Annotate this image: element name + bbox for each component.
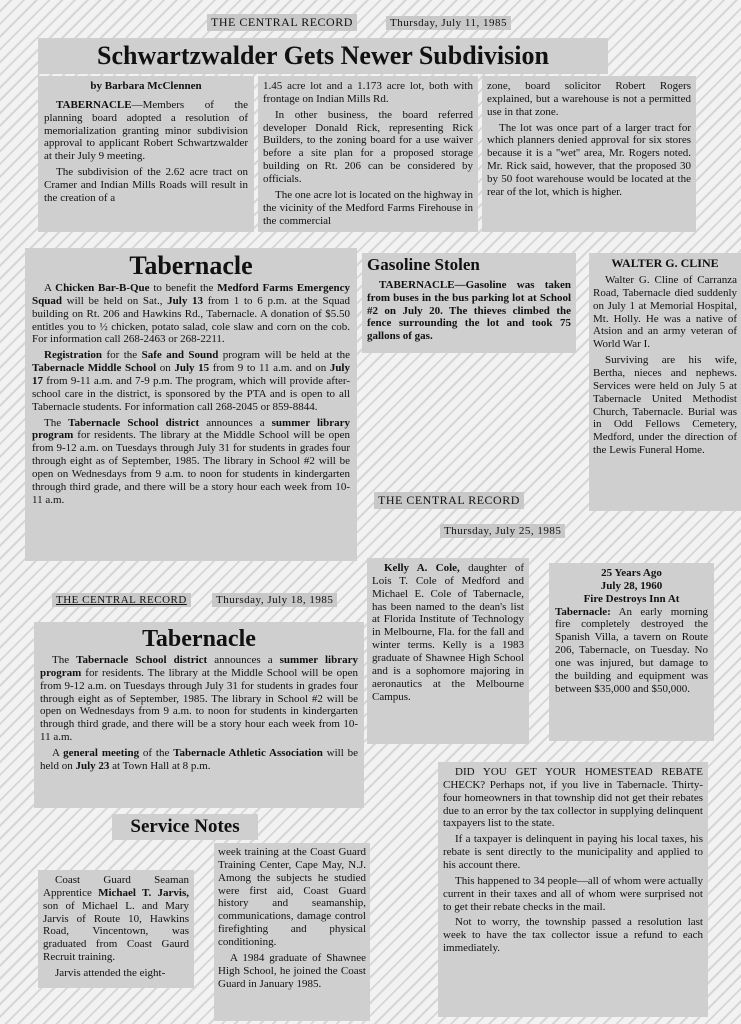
paragraph: A 1984 graduate of Shawnee High School, he joined the Coast Guard in January 1985. <box>218 951 366 990</box>
paragraph: Registration for the Safe and Sound program will be held at the Tabernacle Middle School on July 15 from 9 to 11 a.m. and on July 17 from 9-11 a.m. and 7-9 p.m. The program, which will provide after-school care in the district, is sponsored by the PTA and is open to all Tabernacle students. For information call 268-2045 or 859-8844. <box>32 349 351 413</box>
paragraph: The lot was once part of a larger tract for which planners denied approval for six stores because it is a ''wet'' area, Mr. Rogers noted. Mr. Rick said, however, that the proposed 30 by 50 foot warehouse would be located at the rear of the lot, which is higher. <box>487 121 691 198</box>
headline: Tabernacle <box>129 251 253 280</box>
paragraph: The subdivision of the 2.62 acre tract on Cramer and Indian Mills Roads will result in the creation of a <box>44 166 248 204</box>
paragraph: Not to worry, the township passed a resolution last week to have the tax collector issue a refund to each immediately. <box>443 916 703 955</box>
headline: Gasoline Stolen <box>367 255 480 274</box>
heading-date: July 28, 1960 <box>600 579 663 592</box>
service-notes-col1 <box>38 870 194 988</box>
masthead-2 <box>374 492 524 509</box>
headline: Service Notes <box>130 816 240 837</box>
paragraph: In other business, the board referred developer Donald Rick, representing Rick Builders, to the zoning board for a use waiver before a site plan for a proposed storage building on Rt. 206 can be considered by officials. <box>263 108 473 186</box>
paragraph: —Members of the planning board adopted a resolution of memorialization granting minor subdivision approval to applicant Robert Schwartzwalder at their July 9 meeting. <box>44 98 248 163</box>
masthead-3 <box>52 593 191 607</box>
heading-title: Fire Destroys Inn At <box>583 592 680 605</box>
masthead-date: Thursday, July 11, 1985 <box>390 17 508 29</box>
paragraph: week training at the Coast Guard Training Center, Cape May, N.J. Among the subjects he studied were first aid, Coast Guard history and seamanship, communications, damage control firefighting and physical conditioning. <box>218 846 366 949</box>
paragraph: Jarvis attended the eight- <box>55 967 166 980</box>
paragraph: zone, board solicitor Robert Rogers explained, but a warehouse is not a permitted use in that zone. <box>487 80 691 118</box>
tabernacle-clipping-1 <box>25 248 357 561</box>
masthead-date: Thursday, July 25, 1985 <box>444 525 562 537</box>
kelly-cole-clipping <box>367 558 529 744</box>
service-notes-heading <box>112 814 258 840</box>
masthead-paper: THE CENTRAL RECORD <box>378 493 520 507</box>
article-schwartzwalder-col3 <box>482 76 696 232</box>
headline: Schwartzwalder Gets Newer Subdivision <box>97 41 549 70</box>
masthead-paper: THE CENTRAL RECORD <box>56 594 187 606</box>
paragraph: The one acre lot is located on the highway in the vicinity of the Medford Farms Firehouse in the commercial <box>263 188 473 227</box>
heading-years-ago: 25 Years Ago <box>601 567 662 579</box>
article-schwartzwalder-col2 <box>258 76 478 232</box>
paragraph: Surviving are his wife, Bertha, nieces and nephews. Services were held on July 5 at Tabernacle United Methodist Church, Tabernacle. Burial was in Odd Fellows Cemetery, Medford, under the direction of the Lewis Funeral Home. <box>593 354 737 457</box>
masthead-1-date <box>386 16 511 30</box>
masthead-date: Thursday, July 18, 1985 <box>216 594 334 606</box>
masthead-2-date <box>440 524 565 538</box>
paragraph: DID YOU GET YOUR HOMESTEAD REBATE CHECK? Perhaps not, if you live in Tabernacle. Thirty-four homeowners in that township did not get their rebates due to an error by the tax collector in supplying delinquent taxpayers list to the state. <box>443 766 703 830</box>
gasoline-stolen-clipping <box>362 253 576 353</box>
byline: by Barbara McClennen <box>90 80 202 92</box>
headline: Tabernacle <box>142 626 256 652</box>
homestead-rebate-clipping <box>438 762 708 1017</box>
obituary-cline <box>589 253 741 511</box>
years-ago-clipping <box>549 563 714 741</box>
masthead-3-date <box>212 593 337 607</box>
paragraph: This happened to 34 people—all of whom were actually current in their taxes and all of whom were surprised not to get their rebate checks in the mail. <box>443 874 703 913</box>
paragraph: A general meeting of the Tabernacle Athletic Association will be held on July 23 at Town Hall at 8 p.m. <box>40 747 358 772</box>
paragraph: 1.45 acre lot and a 1.173 acre lot, both with frontage on Indian Mills Rd. <box>263 80 473 105</box>
article-schwartzwalder <box>38 38 608 74</box>
paragraph: —Gasoline was taken from buses in the bus parking lot at School #2 on July 20. The thieves climbed the fence surrounding the lot and took 75 gallons of gas. <box>367 278 571 343</box>
paragraph: Coast Guard Seaman Apprentice Michael T. Jarvis, son of Michael L. and Mary Jarvis of Route 10, Hawkins Road, Vincentown, was graduated from Coast Gaurd Recruit training. <box>43 874 189 964</box>
masthead-paper: THE CENTRAL RECORD <box>211 15 353 29</box>
paragraph: Kelly A. Cole, daughter of Lois T. Cole of Medford and Michael E. Cole of Tabernacle, has been named to the dean's list at Florida Institute of Technology in Melbourne, Fla. for the fall and winter terms. Kelly is a 1983 graduate of Shawnee High School and is a sophomore majoring in aeronautics at the Melbourne Campus. <box>372 562 524 703</box>
masthead-1 <box>207 14 357 31</box>
dateline: TABERNACLE <box>379 278 455 291</box>
paragraph: The Tabernacle School district announces a summer library program for residents. The library at the Middle School will be open from 9-12 a.m. on Tuesdays through July 31 for students in grades four through eight as of September, 1985. The library in School #2 will be open on Wednesdays from 9 a.m. to noon for students in kindergarten through third grade, and there will be a story hour each week from 10-11 a.m. <box>40 654 358 744</box>
article-schwartzwalder-col1 <box>38 76 254 232</box>
paragraph: Tabernacle: An early morning fire completely destroyed the Spanish Villa, a tavern on Route 206, Tabernacle, on Tuesday. No one was injured, but damage to the building and equipment was between $35,000 and $50,000. <box>555 605 708 695</box>
dateline: TABERNACLE <box>56 98 132 111</box>
paragraph: If a taxpayer is delinquent in paying his local taxes, his rebate is sent directly to the municipality and applied to his account there. <box>443 833 703 872</box>
paragraph: Walter G. Cline of Carranza Road, Tabernacle died suddenly on July 1 at Memorial Hospital, Mt. Holly. He was a native of Atsion and an army veteran of World War I. <box>593 274 737 351</box>
paragraph: A Chicken Bar-B-Que to benefit the Medford Farms Emergency Squad will be held on Sat., July 13 from 1 to 6 p.m. at the Squad building on Rt. 206 and Hawkins Rd., Tabernacle. A donation of $5.50 entitles you to ½ chicken, potato salad, cole slaw and corn on the cob. For information call 268-2463 or 268-2211. <box>32 282 350 346</box>
service-notes-col2 <box>214 843 370 1021</box>
paragraph: The Tabernacle School district announces a summer library program for residents. The library at the Middle School will be open from 9-12 a.m. on Tuesdays through July 31 for students in grades four through eight as of September, 1985. The library in School #2 will be open on Wednesdays from 9 a.m. to noon for students in kindergarten through third grade, and there will be a story hour each week from 10-11 a.m. <box>32 416 350 506</box>
tabernacle-clipping-2 <box>34 622 364 808</box>
headline: WALTER G. CLINE <box>611 256 719 270</box>
